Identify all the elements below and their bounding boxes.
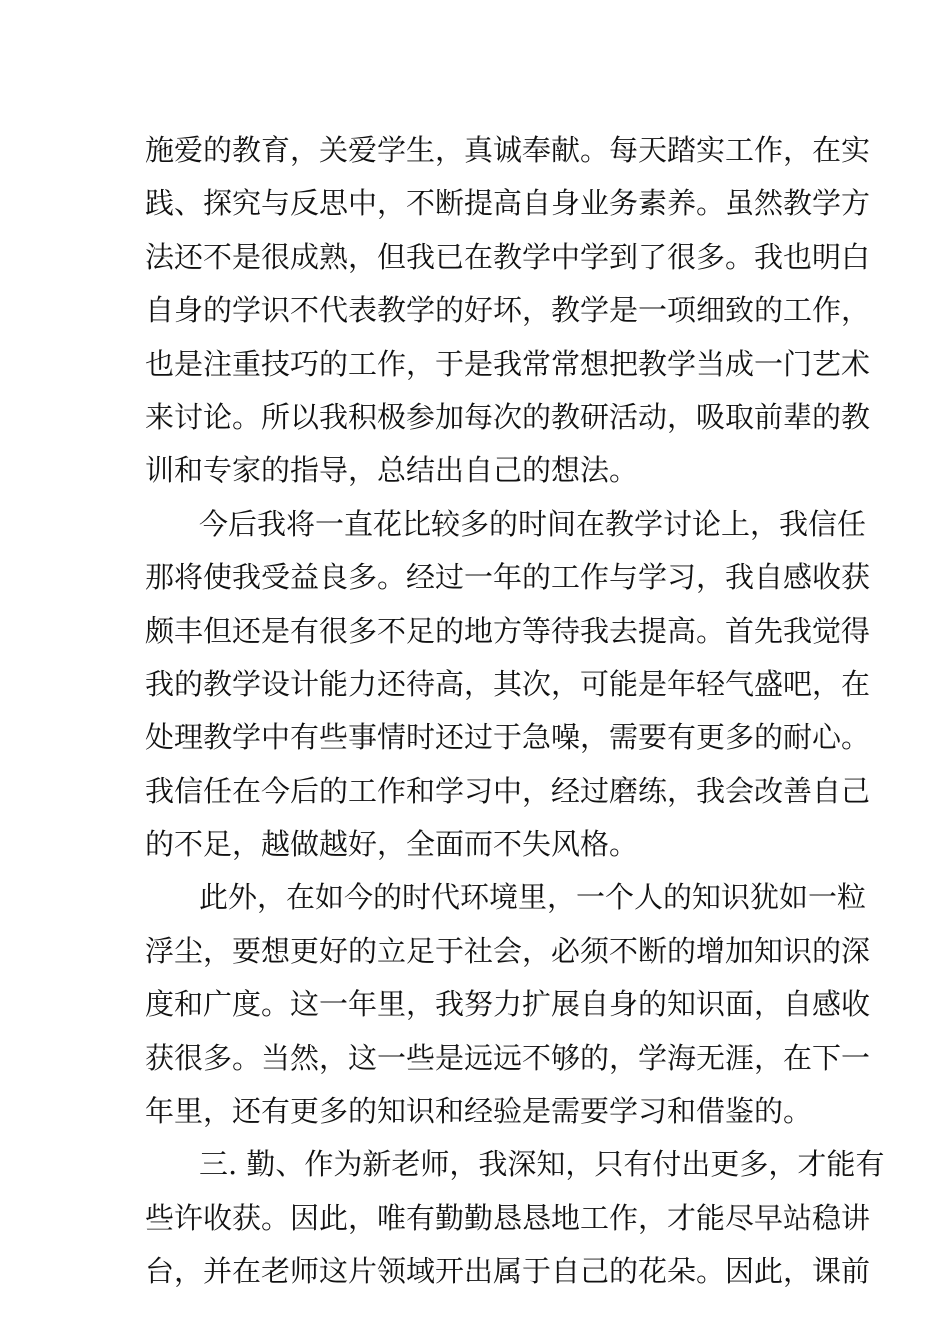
text-line: 我信任在今后的工作和学习中，经过磨练，我会改善自己 — [145, 773, 871, 808]
text-line: 自身的学识不代表教学的好坏，教学是一项细致的工作， — [145, 293, 871, 328]
text-line: 此外，在如今的时代环境里，一个人的知识犹如一粒 — [199, 880, 867, 915]
text-line: 颇丰但还是有很多不足的地方等待我去提高。首先我觉得 — [145, 613, 871, 648]
text-line: 那将使我受益良多。经过一年的工作与学习，我自感收获 — [145, 560, 871, 595]
text-line: 台，并在老师这片领域开出属于自己的花朵。因此，课前 — [145, 1254, 871, 1289]
text-line: 践、探究与反思中，不断提高自身业务素养。虽然教学方 — [145, 186, 871, 221]
text-line: 些许收获。因此，唯有勤勤恳恳地工作，才能尽早站稳讲 — [145, 1200, 871, 1235]
text-line: 获很多。当然，这一些是远远不够的，学海无涯，在下一 — [145, 1040, 871, 1075]
text-line: 训和专家的指导，总结出自己的想法。 — [145, 453, 639, 488]
text-line: 今后我将一直花比较多的时间在教学讨论上，我信任 — [199, 506, 867, 541]
body-text — [145, 124, 885, 1299]
text-line: 我的教学设计能力还待高，其次，可能是年轻气盛吧，在 — [145, 666, 871, 701]
text-line: 三. 勤、作为新老师，我深知，只有付出更多，才能有 — [199, 1147, 885, 1182]
text-line: 浮尘，要想更好的立足于社会，必须不断的增加知识的深 — [145, 933, 871, 968]
text-line: 年里，还有更多的知识和经验是需要学习和借鉴的。 — [145, 1094, 813, 1129]
text-line: 的不足，越做越好，全面而不失风格。 — [145, 827, 639, 862]
text-line: 度和广度。这一年里，我努力扩展自身的知识面，自感收 — [145, 987, 871, 1022]
text-line: 处理教学中有些事情时还过于急噪，需要有更多的耐心。 — [145, 720, 871, 755]
text-line: 也是注重技巧的工作，于是我常常想把教学当成一门艺术 — [145, 346, 871, 381]
text-line: 法还不是很成熟，但我已在教学中学到了很多。我也明白 — [145, 239, 871, 274]
text-line: 来讨论。所以我积极参加每次的教研活动，吸取前辈的教 — [145, 399, 871, 434]
text-line: 施爱的教育，关爱学生，真诚奉献。每天踏实工作，在实 — [145, 133, 871, 167]
